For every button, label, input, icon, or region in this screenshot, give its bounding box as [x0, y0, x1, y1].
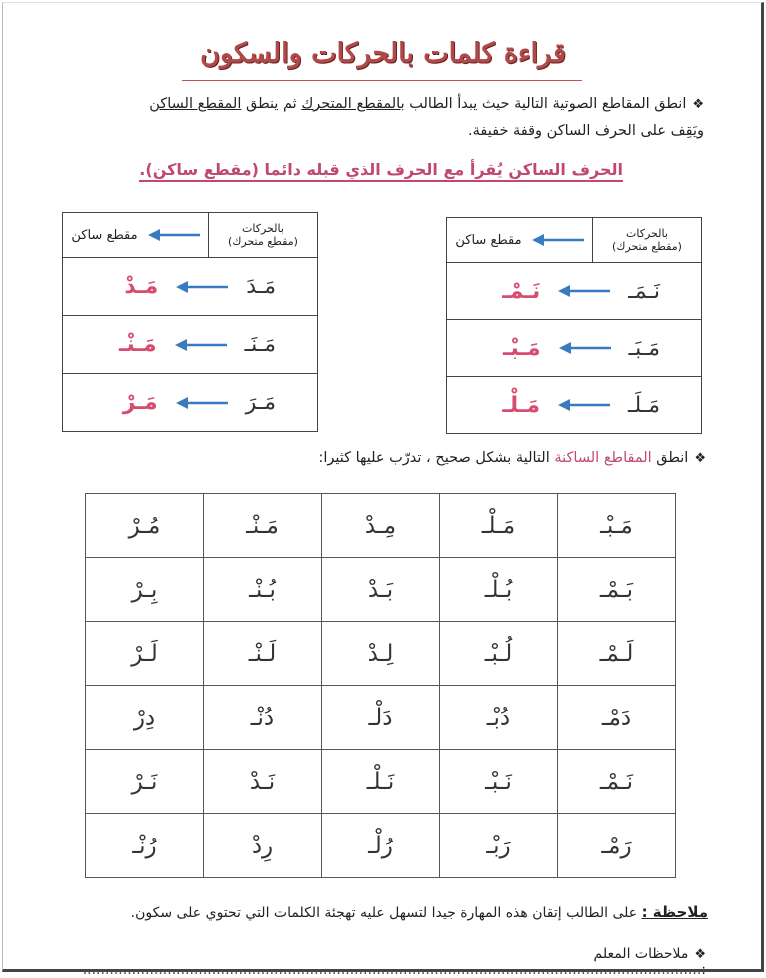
syllable-moving: نَـمَـ — [628, 278, 660, 304]
table-row — [86, 622, 676, 686]
table-row — [63, 316, 318, 374]
grid-cell: مَـلْـ — [440, 494, 558, 558]
table-row — [447, 377, 702, 434]
grid-cell: بُـلْـ — [440, 558, 558, 622]
syllable-still: نَـمْـ — [502, 278, 541, 304]
syllable-grid — [85, 493, 676, 878]
arrow-left-icon — [559, 342, 611, 354]
table-row — [86, 558, 676, 622]
teacher-notes-label: ملاحظات المعلم : — [593, 946, 706, 978]
arrow-left-icon — [558, 399, 610, 411]
instruction-1: ❖انطق المقاطع الصوتية التالية حيث يبدأ الطالب بالمقطع المتحرك ثم ينطق المقطع الساكن — [149, 96, 704, 112]
grid-cell: رُلْـ — [322, 814, 440, 878]
table-row — [63, 374, 318, 432]
syllable-still: مَـنْـ — [119, 332, 157, 357]
rule-text: الحرف الساكن يُقرأ مع الحرف الذي قبله دائما (مقطع ساكن). — [139, 160, 623, 182]
syllable-moving: مَـنَـ — [244, 332, 276, 357]
grid-cell: دَلْـ — [322, 686, 440, 750]
table-row — [63, 258, 318, 316]
syllable-still: مَـلْـ — [502, 392, 541, 418]
grid-cell: رُنْـ — [86, 814, 204, 878]
grid-cell: دِرْ — [86, 686, 204, 750]
header-moving: بالحركات (مقطع متحرك) — [592, 218, 701, 263]
syllable-still: مَـدْ — [124, 274, 159, 299]
table-row — [86, 686, 676, 750]
grid-cell: لُـبْـ — [440, 622, 558, 686]
arrow-left-icon — [175, 339, 227, 351]
teacher-notes — [0, 946, 706, 978]
grid-cell: لِـدْ — [322, 622, 440, 686]
grid-cell: مَـنْـ — [204, 494, 322, 558]
page-title: قراءة كلمات بالحركات والسكون — [200, 38, 566, 69]
table-row — [86, 814, 676, 878]
grid-cell: نَـلْـ — [322, 750, 440, 814]
syllable-moving: مَـدَ — [246, 274, 276, 299]
grid-cell: بِـرْ — [86, 558, 204, 622]
arrow-left-icon — [176, 281, 228, 293]
title-underline — [182, 80, 582, 81]
table-row — [86, 750, 676, 814]
grid-cell: لَـرْ — [86, 622, 204, 686]
note-text: على الطالب إتقان هذه المهارة جيدا لتسهل عليه تهجئة الكلمات التي تحتوي على سكون. — [130, 905, 642, 921]
grid-cell: لَـنْـ — [204, 622, 322, 686]
header-still: مقطع ساكن — [63, 213, 209, 258]
table-row — [86, 494, 676, 558]
bullet-icon: ❖ — [692, 97, 704, 112]
syllable-moving: مَـرَ — [245, 390, 276, 415]
grid-cell: نَـدْ — [204, 750, 322, 814]
note-label: ملاحظة : — [641, 903, 708, 921]
grid-cell: رَبْـ — [440, 814, 558, 878]
grid-cell: نَـرْ — [86, 750, 204, 814]
small-table-right — [446, 217, 702, 434]
grid-cell: مُـرْ — [86, 494, 204, 558]
grid-cell: مَـبْـ — [558, 494, 676, 558]
syllable-moving: مَـبَـ — [628, 335, 660, 361]
grid-cell: مِـدْ — [322, 494, 440, 558]
teacher-notes-dots: ........................................................................................................................................... — [82, 962, 702, 978]
grid-cell: نَـمْـ — [558, 750, 676, 814]
grid-cell: دُبْـ — [440, 686, 558, 750]
grid-cell: بَـدْ — [322, 558, 440, 622]
instruction-1-line2: ويَقِف على الحرف الساكن وقفة خفيفة. — [468, 123, 704, 139]
grid-cell: نَـبْـ — [440, 750, 558, 814]
note — [131, 903, 708, 921]
table-row — [447, 263, 702, 320]
small-table-left — [62, 212, 318, 432]
arrow-left-icon — [558, 285, 610, 297]
syllable-moving: مَـلَـ — [628, 392, 660, 418]
arrow-left-icon — [532, 234, 584, 246]
header-moving: بالحركات (مقطع متحرك) — [208, 213, 317, 258]
header-still: مقطع ساكن — [447, 218, 593, 263]
grid-cell: دَمْـ — [558, 686, 676, 750]
grid-cell: لَـمْـ — [558, 622, 676, 686]
bullet-icon: ❖ — [694, 451, 706, 466]
grid-cell: رِدْ — [204, 814, 322, 878]
syllable-still: مَـبْـ — [503, 335, 541, 361]
arrow-left-icon — [148, 229, 200, 241]
grid-cell: بُـنْـ — [204, 558, 322, 622]
grid-cell: بَـمْـ — [558, 558, 676, 622]
grid-cell: دُنْـ — [204, 686, 322, 750]
arrow-left-icon — [176, 397, 228, 409]
grid-cell: رَمْـ — [558, 814, 676, 878]
bullet-icon: ❖ — [694, 947, 706, 962]
syllable-still: مَـرْ — [122, 390, 158, 415]
table-row — [447, 320, 702, 377]
instruction-2: ❖انطق المقاطع الساكنة التالية بشكل صحيح ، تدرّب عليها كثيرا: — [318, 450, 706, 466]
